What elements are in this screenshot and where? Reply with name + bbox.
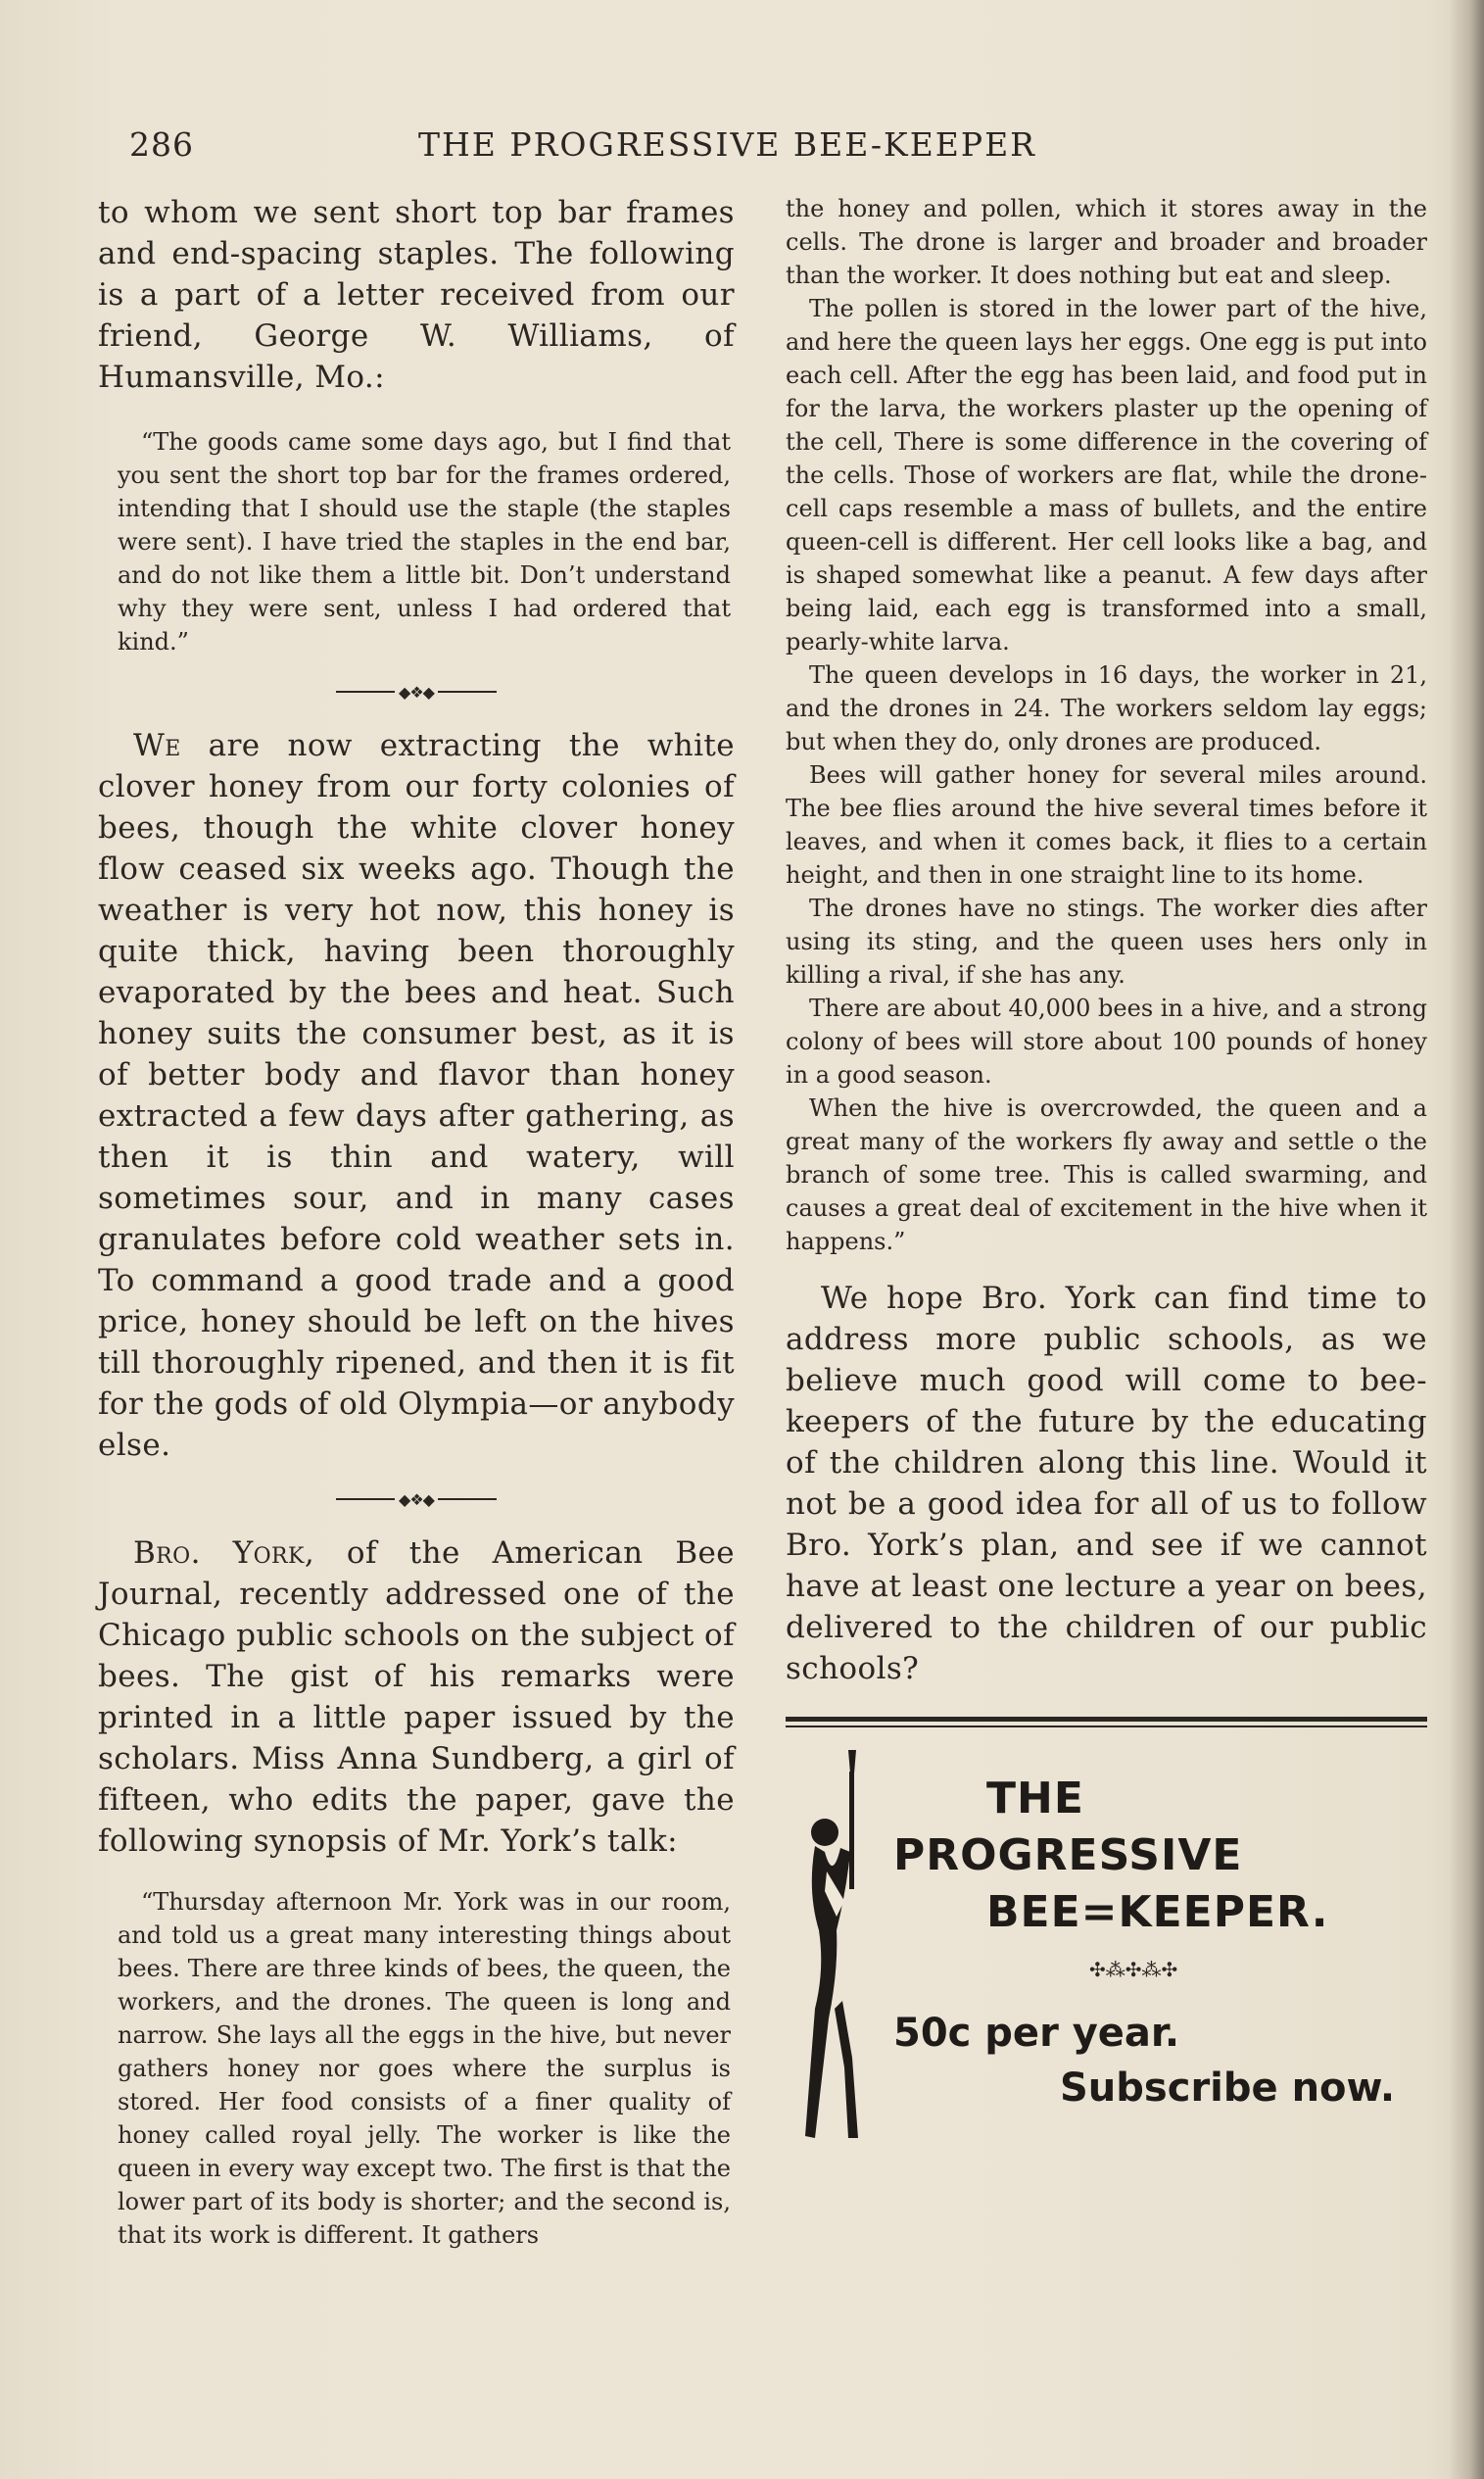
extracting-text: are now extracting the white clover honey from our forty colonies of bees, though the white clover honey flow ceased six weeks ago. Though the weather is very hot now, this honey is quite thick, having been thoroughly evaporated by the bees and heat. Such honey suits the consumer best, as it is of better body and flavor than honey extracted a few days after gathering, as then it is thin and watery, will sometimes sour, and in many cases granulates before cold weather sets in. To command a good trade and a good price, honey should be left on the hives till thoroughly ripened, and then it is fit for the gods of old Olympia—or anybody else.: [98, 728, 735, 1463]
extracting-paragraph: [98, 725, 735, 1466]
letter-quote-text: “The goods came some days ago, but I find that you sent the short top bar for the frames ordered, intending that I should use the staple (the staples were sent). I have tried the staples in the end bar, and do not like them a little bit. Don’t understand why they were sent, unless I had ordered that kind.”: [118, 428, 731, 656]
quote-paragraph: The drones have no stings. The worker dies after using its sting, and the queen uses hers only in killing a rival, if she has any.: [786, 895, 1427, 989]
ornamental-divider-icon: ◆❖◆: [399, 1489, 434, 1509]
closing-paragraph: We hope Bro. York can find time to address more public schools, as we believe much good will come to bee-keepers of the future by the educating of the children along this line. Would it not be a good idea for all of us to follow Bro. York’s plan, and see if we cannot have at least one lecture a year on bees, delivered to the children of our public schools?: [786, 1281, 1427, 1686]
quote-paragraph: Bees will gather honey for several miles around. The bee flies around the hive several times before it leaves, and when it comes back, it flies to a certain height, and then in one straight line to its home.: [786, 761, 1427, 889]
divider-line-right: [438, 691, 497, 693]
williams-letter-quote: [98, 425, 735, 658]
running-head: [129, 125, 1079, 174]
quote-paragraph: When the hive is overcrowded, the queen and a great many of the workers fly away and settle o the branch of some tree. This is called swarming, and causes a great deal of excitement in the hive when it happens.”: [786, 1094, 1427, 1255]
section-divider: [98, 1480, 735, 1519]
york-text: , of the American Bee Journal, recently addressed one of the Chicago public schools on the subject of bees. The gist of his remarks were printed in a little paper issued by the scholars. Miss Anna Sundberg, a girl of fifteen, who edits the paper, gave the following synopsis of Mr. York’s talk:: [98, 1535, 735, 1859]
double-rule: [786, 1717, 1427, 1730]
quote-paragraph: The queen develops in 16 days, the worker in 21, and the drones in 24. The workers seldom lay eggs; but when they do, only drones are produced.: [786, 661, 1427, 755]
left-column: [98, 192, 735, 2252]
ad-call-to-action: Subscribe now.: [1060, 2066, 1396, 2111]
quote-paragraph: There are about 40,000 bees in a hive, and a strong colony of bees will store about 100 pounds of honey in a good season.: [786, 995, 1428, 1089]
ad-title-line-1: THE: [986, 1774, 1084, 1823]
rule-thin: [786, 1726, 1427, 1727]
york-talk-quote-continued: [786, 192, 1427, 1258]
section-divider: [98, 672, 735, 711]
journal-title: THE PROGRESSIVE BEE-KEEPER: [418, 125, 1037, 164]
extracting-lead: We: [133, 728, 181, 763]
ad-title-line-3: BEE=KEEPER.: [986, 1887, 1329, 1937]
york-paragraph: [98, 1532, 735, 1862]
divider-line-right: [438, 1498, 497, 1500]
right-column: [786, 192, 1427, 2175]
ornamental-divider-icon: ◆❖◆: [399, 682, 434, 702]
quote-paragraph: the honey and pollen, which it stores away in the cells. The drone is larger and broader and broader than the worker. It does nothing but eat and sleep.: [786, 195, 1427, 289]
ad-ornament: ✣⁂✣⁂✣: [1089, 1958, 1178, 1981]
ad-title-line-2: PROGRESSIVE: [893, 1830, 1243, 1880]
ad-price: 50c per year.: [893, 2011, 1180, 2056]
subscription-advertisement: [786, 1744, 1427, 2175]
page-edge-shadow: [1449, 0, 1484, 2479]
york-lead: Bro. York: [133, 1535, 305, 1571]
divider-line-left: [336, 691, 395, 693]
quote-paragraph: The pollen is stored in the lower part of the hive, and here the queen lays her eggs. One egg is put into each cell. After the egg has been laid, and food put in for the larva, the workers plaster up the opening of the cell, There is some difference in the covering of the cells. Those of workers are flat, while the drone-cell caps resemble a mass of bullets, and the entire queen-cell is different. Her cell looks like a bag, and is shaped somewhat like a peanut. A few days after being laid, each egg is transformed into a small, pearly-white larva.: [786, 295, 1427, 656]
intro-paragraph: to whom we sent short top bar frames and end-spacing staples. The following is a part of a letter received from our friend, George W. Williams, of Humansville, Mo.:: [98, 195, 735, 395]
divider-line-left: [336, 1498, 395, 1500]
york-quote-start: “Thursday afternoon Mr. York was in our room, and told us a great many interesting things about bees. There are three kinds of bees, the queen, the workers, and the drones. The queen is long and narrow. She lays all the eggs in the hive, but never gathers honey nor goes where the surplus is stored. Her food consists of a finer quality of honey called royal jelly. The worker is like the queen in every way except two. The first is that the lower part of its body is shorter; and the second is, that its work is different. It gathers: [118, 1888, 731, 2249]
page-number: 286: [129, 125, 194, 164]
figure-with-torch-icon: [786, 1744, 903, 2156]
rule-thick: [786, 1717, 1427, 1722]
york-talk-quote: [98, 1885, 735, 2252]
